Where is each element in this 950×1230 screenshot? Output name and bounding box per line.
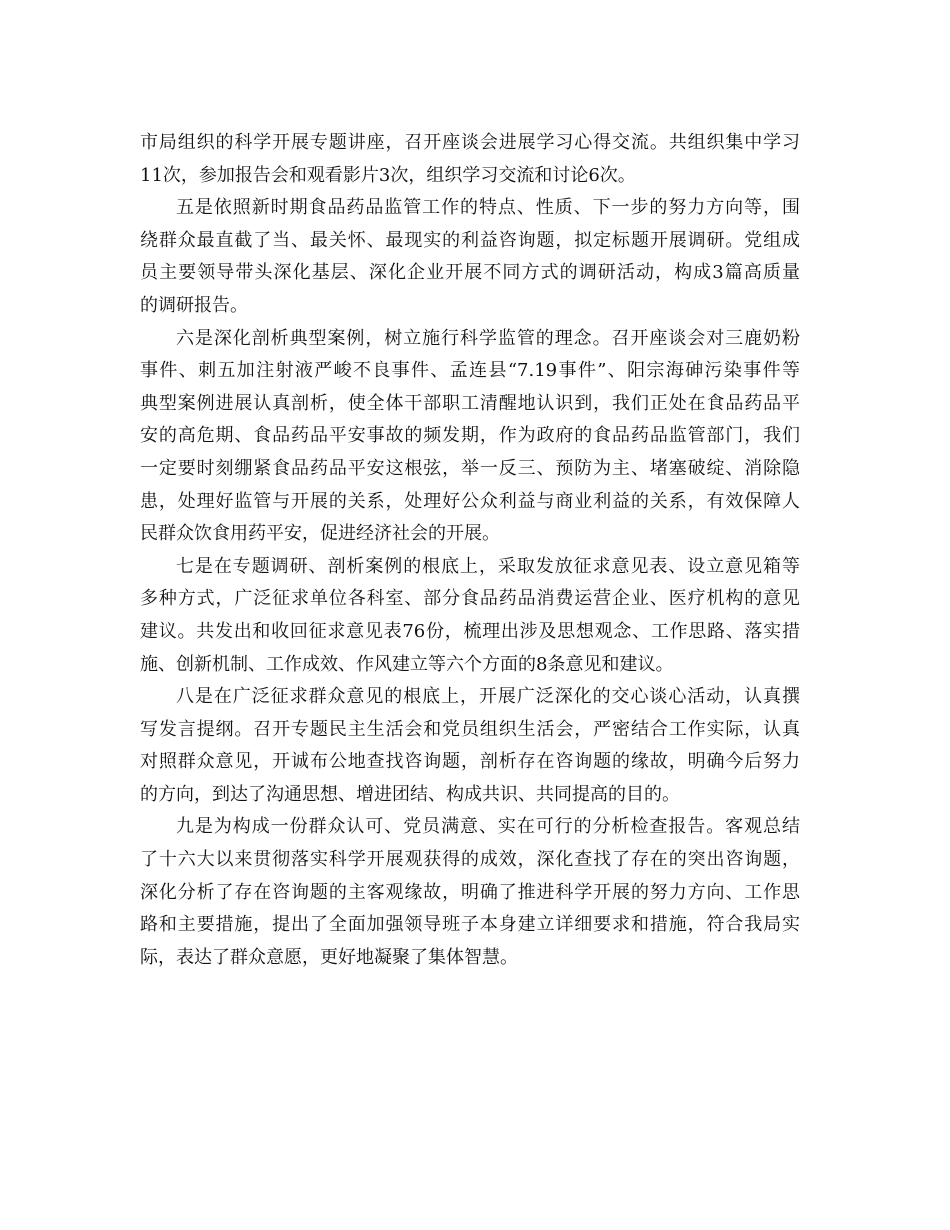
text-line: 施、创新机制、工作成效、作风建立等六个方面的8条意见和建议。: [140, 653, 674, 675]
text-line: 路和主要措施，提出了全面加强领导班子本身建立详细要求和措施，符合我局实: [140, 914, 800, 936]
text-line: 绕群众最直截了当、最关怀、最现实的利益咨询题，拟定标题开展调研。党组成: [140, 229, 800, 251]
text-line: 的方向，到达了沟通思想、增进团结、构成共识、共同提高的目的。: [140, 783, 680, 805]
text-line: 写发言提纲。召开专题民主生活会和党员组织生活会，严密结合工作实际，认真: [140, 718, 800, 740]
text-line: 市局组织的科学开展专题讲座，召开座谈会进展学习心得交流。共组织集中学习: [140, 132, 800, 153]
text-line: 一定要时刻绷紧食品药品平安这根弦，举一反三、预防为主、堵塞破绽、消除隐: [140, 457, 800, 479]
text-line: 九是为构成一份群众认可、党员满意、实在可行的分析检查报告。客观总结: [176, 816, 800, 838]
text-line: 八是在广泛征求群众意见的根底上，开展广泛深化的交心谈心活动，认真撰: [176, 686, 800, 708]
text-line: 七是在专题调研、剖析案例的根底上，采取发放征求意见表、设立意见箱等: [176, 555, 800, 577]
text-line: 典型案例进展认真剖析，使全体干部职工清醒地认识到，我们正处在食品药品平: [140, 392, 800, 414]
text-line: 深化分析了存在咨询题的主客观缘故，明确了推进科学开展的努力方向、工作思: [140, 881, 800, 903]
text-line: 患，处理好监管与开展的关系，处理好公众利益与商业利益的关系，有效保障人: [140, 490, 800, 512]
text-line: 事件、刺五加注射液严峻不良事件、孟连县“7.19事件”、阳宗海砷污染事件等: [140, 360, 800, 382]
document-body: [140, 127, 800, 974]
text-line: 的调研报告。: [140, 294, 248, 316]
text-line: 五是依照新时期食品药品监管工作的特点、性质、下一步的努力方向等，围: [176, 197, 800, 219]
text-line: 安的高危期、食品药品平安事故的频发期，作为政府的食品药品监管部门，我们: [140, 425, 800, 447]
text-line: 建议。共发出和收回征求意见表76份，梳理出涉及思想观念、工作思路、落实措: [140, 620, 800, 642]
text-line: 了十六大以来贯彻落实科学开展观获得的成效，深化查找了存在的突出咨询题，: [140, 849, 800, 871]
text-line: 多种方式，广泛征求单位各科室、部分食品药品消费运营企业、医疗机构的意见: [140, 588, 800, 610]
text-line: 对照群众意见，开诚布公地查找咨询题，剖析存在咨询题的缘故，明确今后努力: [140, 751, 800, 773]
text-line: 六是深化剖析典型案例，树立施行科学监管的理念。召开座谈会对三鹿奶粉: [176, 327, 800, 349]
text-line: 11次，参加报告会和观看影片3次，组织学习交流和讨论6次。: [140, 164, 636, 186]
text-line: 际，表达了群众意愿，更好地凝聚了集体智慧。: [140, 946, 518, 968]
text-line: 民群众饮食用药平安，促进经济社会的开展。: [140, 523, 500, 545]
text-line: 员主要领导带头深化基层、深化企业开展不同方式的调研活动，构成3篇高质量: [140, 262, 800, 284]
